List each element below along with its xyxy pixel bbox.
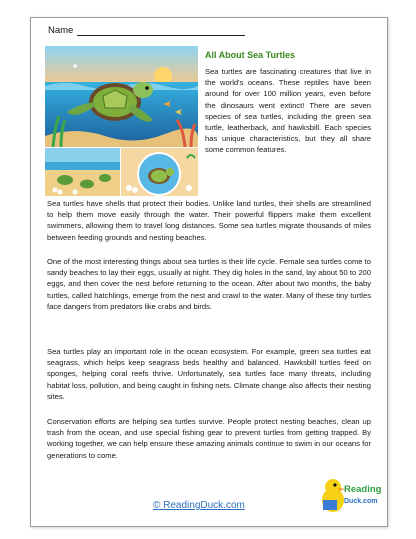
- name-label: Name: [48, 25, 74, 36]
- name-line[interactable]: [77, 26, 245, 36]
- paragraph-life-cycle: One of the most interesting things about sea turtles is their life cycle. Female sea turtles come to sandy beaches to lay their eggs, usually at night. They dig holes in the sand, lay about 50 to 200 eggs, and then cover the nest before returning to the ocean. After about two months, the baby turtles, called hatchlings, emerge from the nest and crawl to the water. Many of these tiny turtles face dangers from predators like crabs and birds.: [47, 257, 371, 311]
- sea-turtle-illustration: [45, 46, 198, 147]
- paragraph-conservation: Conservation efforts are helping sea turtles survive. People protect nesting beaches, clean up trash from the ocean, and use special fishing gear to prevent turtles from getting trapped. By working together, we can help ensure these amazing animals continue to swim in our oceans for generations to come.: [47, 417, 371, 460]
- worksheet-title: All About Sea Turtles: [205, 50, 296, 60]
- reading-duck-logo: [319, 470, 382, 518]
- paragraph-shells: Sea turtles have shells that protect their bodies. Unlike land turtles, their shells are streamlined to help them move easily through the water. Their powerful flippers make them excellent swimmers, allowing them to travel long distances. Some sea turtles migrate thousands of miles between feeding grounds and nesting beaches.: [47, 199, 371, 242]
- logo-text-bottom: Duck.com: [344, 498, 378, 505]
- hatchlings-illustration: [45, 148, 120, 196]
- paragraph-intro: Sea turtles are fascinating creatures that live in the world's oceans. These reptiles have been around for over 100 million years, even before the dinosaurs went extinct! There are seven species of sea turtles, including the green sea turtle, leatherback, and hawksbill. Each species has unique characteristics, but they all share some common features.: [205, 67, 371, 155]
- readingduck-link[interactable]: © ReadingDuck.com: [153, 500, 245, 511]
- name-field-row: [48, 25, 245, 36]
- paragraph-ecosystem: Sea turtles play an important role in the ocean ecosystem. For example, green sea turtles eat seagrass, which helps keep seagrass beds healthy and balanced. Hawksbill turtles feed on sponges, helping coral reefs thrive. Unfortunately, sea turtles face many threats, including habitat loss, pollution, and being caught in fishing nets. Climate change also affects their nesting sites.: [47, 347, 371, 401]
- logo-text-top: Reading: [344, 484, 382, 495]
- turtle-nest-illustration: [121, 148, 198, 196]
